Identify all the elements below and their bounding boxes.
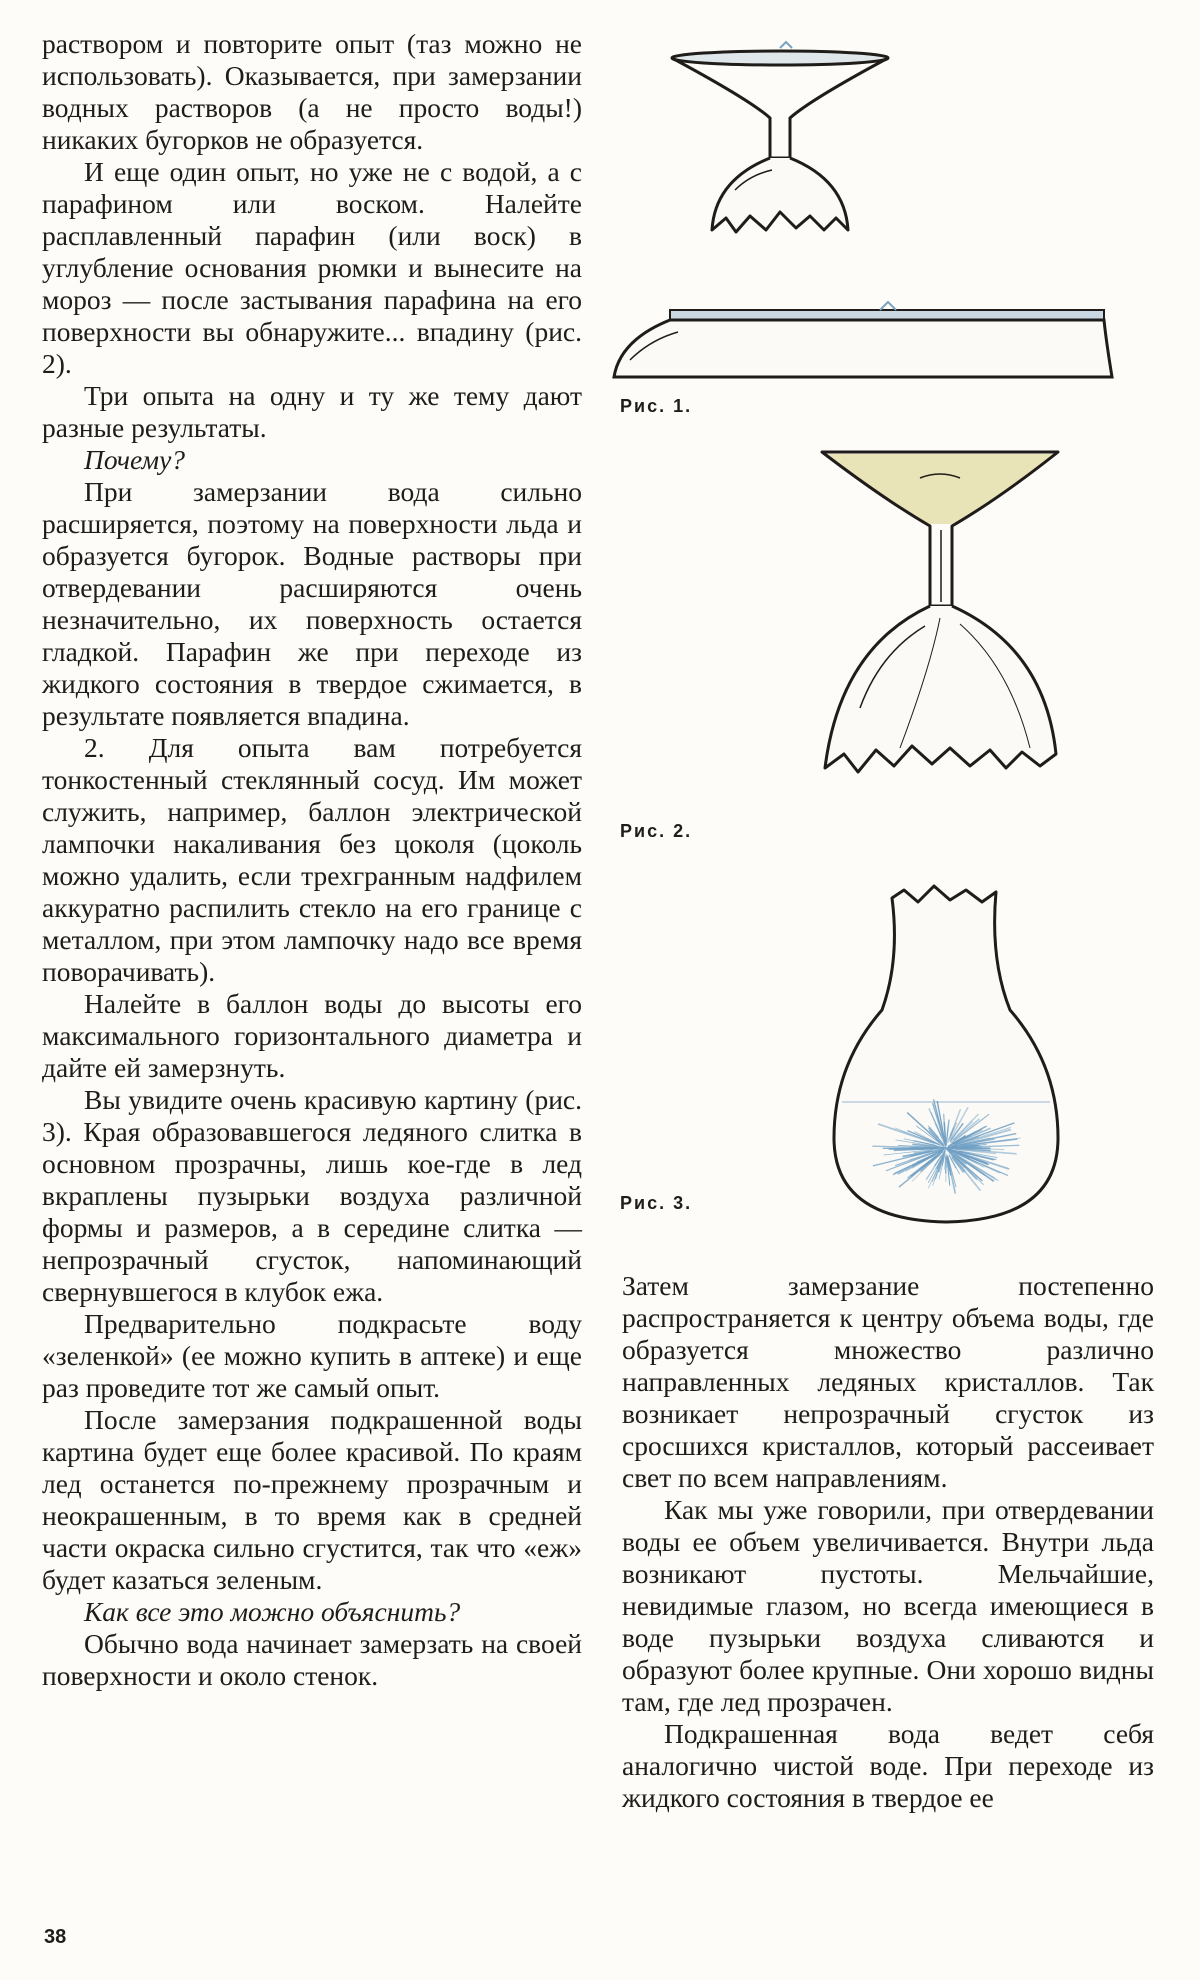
fig1-glass-rim: [672, 51, 888, 65]
paragraph: Три опыта на одну и ту же тему дают разные результаты.: [42, 380, 582, 443]
figure-1-glass-illustration: [600, 40, 1160, 380]
fig1-broken-bowl: [712, 158, 848, 232]
figure-3-bulb-illustration: [800, 880, 1090, 1230]
paragraph: При замерзании вода сильно расширяется, поэтому на поверхности льда и образуется бугорок. Водные растворы при отвердевании расширяются очень незначительно, их поверхность остается гладкой. Парафин же при переходе из жидкого состояния в твердое сжимается, в результате появляется впадина.: [42, 476, 582, 731]
paragraph: Подкрашенная вода ведет себя аналогично чистой воде. При переходе из жидкого состояния в твердое ее: [622, 1718, 1154, 1813]
paragraph: Вы увидите очень красивую картину (рис. 3). Края образовавшегося ледяного слитка в основном прозрачны, лишь кое-где в лед вкраплены пузырьки воздуха различной формы и размеров, а в середине слитка — непрозрачный сгусток, напоминающий свернувшегося в клубок ежа.: [42, 1084, 582, 1307]
fig2-paraffin-fill: [824, 454, 1056, 524]
page-number: 38: [44, 1926, 67, 1948]
paragraph: Предварительно подкрасьте воду «зеленкой» (ее можно купить в аптеке) и еще раз проведите тот же самый опыт.: [42, 1308, 582, 1403]
figure-2-caption: Рис. 2.: [620, 821, 693, 841]
paragraph: После замерзания подкрашенной воды картина будет еще более красивой. По краям лед останется по-прежнему прозрачным и неокрашенным, в то время как в средней части окраска сильно сгустится, так что «еж» будет казаться зеленым.: [42, 1404, 582, 1595]
paragraph: Как мы уже говорили, при отвердевании воды ее объем увеличивается. Внутри льда возникают пустоты. Мельчайшие, невидимые глазом, но всегда имеющиеся в воде пузырьки воздуха сливаются и образуют более крупные. Они хорошо видны там, где лед прозрачен.: [622, 1494, 1154, 1717]
fig1-glass-cup: [672, 58, 888, 158]
figure-2-glass-illustration: [800, 448, 1080, 778]
paragraph: Затем замерзание постепенно распространяется к центру объема воды, где образуется множество различно направленных ледяных кристаллов. Так возникает непрозрачный сгусток из сросшихся кристаллов, который рассеивает свет по всем направлениям.: [622, 1270, 1154, 1493]
figure-3-caption: Рис. 3.: [620, 1193, 693, 1213]
paragraph: Почему?: [84, 444, 186, 475]
paragraph: И еще один опыт, но уже не с водой, а с парафином или воском. Налейте расплавленный парафин (или воск) в углубление основания рюмки и вынесите на мороз — после застывания парафина на его поверхности вы обнаружите... впадину (рис. 2).: [42, 156, 582, 379]
fig1-base-plate: [614, 320, 1112, 377]
paragraph: раствором и повторите опыт (таз можно не использовать). Оказывается, при замерзании водных растворов (а не просто воды!) никаких бугорков не образуется.: [42, 28, 582, 155]
paragraph: 2. Для опыта вам потребуется тонкостенный стеклянный сосуд. Им может служить, например, баллон электрической лампочки накаливания без цоколя (цоколь можно удалить, если трехгранным надфилем аккуратно распилить стекло на его границе с металлом, при этом лампочку надо все время поворачивать).: [42, 732, 582, 987]
right-text-column: [622, 1270, 1154, 1814]
fig2-broken-base: [825, 606, 1056, 772]
paragraph: Обычно вода начинает замерзать на своей поверхности и около стенок.: [42, 1628, 582, 1691]
paragraph: Как все это можно объяснить?: [84, 1596, 461, 1627]
paragraph: Налейте в баллон воды до высоты его максимального горизонтального диаметра и дайте ей замерзнуть.: [42, 988, 582, 1083]
left-text-column: [42, 28, 582, 1692]
figure-1-caption: Рис. 1.: [620, 396, 693, 416]
